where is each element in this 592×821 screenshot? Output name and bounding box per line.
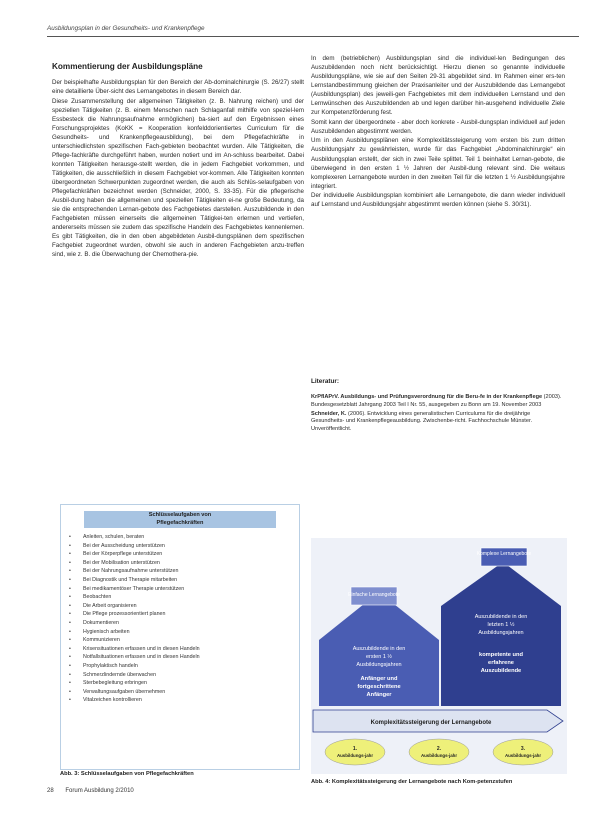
- key-task-item: • Sterbebegleitung erbringen: [69, 679, 299, 688]
- key-task-item: • Dokumentieren: [69, 619, 299, 628]
- table-title-line-2: Pflegefachkräften: [156, 519, 204, 526]
- left-paragraph-1: Der beispielhafte Ausbildungsplan für den Bereich der Ab-dominalchirurgie (S. 26/27) stellt eine detaillierte Über-sicht des Lernangebotes in diesem Bereich dar.: [52, 79, 304, 96]
- literature-entry-lead: Schneider, K.: [311, 410, 347, 417]
- key-task-item: • Krisensituationen erfassen und in diesen Handeln: [69, 645, 299, 654]
- left-block-line-1: Auszubildende in den: [352, 646, 406, 652]
- right-block-bold-3: Auszubildende: [480, 668, 522, 674]
- key-task-item: • Anleiten, schulen, beraten: [69, 533, 299, 542]
- key-tasks-table: [60, 504, 300, 770]
- year-3-label: 3.: [520, 746, 526, 752]
- literature-entry: [311, 411, 565, 434]
- key-task-item: • Vitalzeichen kontrollieren: [69, 696, 299, 705]
- literature-entry: [311, 394, 565, 410]
- year-2-sub: Ausbildungs-jahr: [420, 753, 458, 758]
- left-block-bold-3: Anfänger: [366, 692, 392, 698]
- left-block-line-2: ersten 1 ½: [366, 654, 392, 660]
- key-task-item: • Notfallsituationen erfassen und in diesen Handeln: [69, 653, 299, 662]
- left-block-bold-2: fortgeschrittene: [357, 684, 401, 690]
- key-task-item: • Die Arbeit organisieren: [69, 602, 299, 611]
- journal-name: Forum Ausbildung 2/2010: [65, 788, 134, 794]
- right-block-line-3: Ausbildungsjahren: [478, 630, 524, 636]
- key-task-item: • Beobachten: [69, 593, 299, 602]
- year-3-oval: [493, 739, 553, 765]
- year-3-sub: Ausbildungs-jahr: [504, 753, 542, 758]
- running-title: Ausbildungsplan in der Gesundheits- und Krankenpflege: [47, 25, 205, 32]
- page-number: 28: [47, 788, 54, 794]
- key-task-item: • Bei Diagnostik und Therapie mitarbeiten: [69, 576, 299, 585]
- right-column: [311, 54, 565, 210]
- key-task-item: • Hygienisch arbeiten: [69, 628, 299, 637]
- right-paragraph-3: Um in den Ausbildungsplänen eine Komplexitätssteigerung vom ersten bis zum dritten Ausbildungsjahr zu gewährleisten, wurde für das Fachgebiet „Abdominalchirurgie“ ein Ausbildungsplan erstellt, der sich in zwei Teile splittet. Teil 1 beinhaltet Lernan-gebote, die überwiegend in den ersten 1 ½ Jahren der Ausbil-dung relevant sind. Die weitaus komplexeren Lernangebote wurden in den zweiten Teil für die letzten 1 ½ Ausbildungsjahre integriert.: [311, 137, 565, 190]
- simple-label-line: Einfache Lernangebote: [348, 592, 400, 598]
- key-task-item: • Bei der Mobilisation unterstützen: [69, 559, 299, 568]
- left-block-line-3: Ausbildungsjahren: [356, 662, 402, 668]
- figure-3-caption: Abb. 3: Schlüsselaufgaben von Pflegefachkräften: [60, 771, 194, 777]
- key-tasks-list: [69, 533, 299, 705]
- year-2-label: 2.: [436, 746, 442, 752]
- article-heading: Kommentierung der Ausbildungspläne: [52, 62, 203, 71]
- key-task-item: • Bei der Ausscheidung unterstützen: [69, 542, 299, 551]
- right-paragraph-1: In dem (betrieblichen) Ausbildungsplan sind die individuel-len Bedingungen des Auszubildenden noch nicht berücksichtigt. Hierzu dienen so genannte individuelle Ausbildungspläne, wie sie auf den Seiten 29-31 abgebildet sind. Im Rahmen einer ers-ten Lernstandbestimmung gleichen der Praxisanleiter und der Auszubildende das Lernangebot (Ausbildungsplan) des jeweili-gen Fachgebietes mit dem individuellen Lernstand und den Lernwünschen des Auszubildenden ab und legen darüber hin-ausgehend individuelle Ziele zur Kompetenzförderung fest.: [311, 55, 565, 117]
- year-1-sub: Ausbildungs-jahr: [336, 753, 374, 758]
- literature-entry-rest: (2006). Entwicklung eines generalistischen Curriculums für die dreijährige Gesundheits- und Krankenpflegeausbildung. Zwischenbe-richt. Fachhochschule Münster. Unveröffentlicht.: [311, 410, 533, 433]
- key-task-item: • Prophylaktisch handeln: [69, 662, 299, 671]
- right-block-bold-1: kompetente und: [479, 652, 523, 658]
- key-tasks-table-header: [84, 511, 276, 528]
- literature-entry-rest: (2003). Bundesgesetzblatt Jahrgang 2003 Teil I Nr. 55, ausgegeben zu Bonn am 19. November 2003: [311, 394, 562, 408]
- key-task-item: • Bei der Nahrungsaufnahme unterstützen: [69, 567, 299, 576]
- key-task-item: • Schmerzlindernde überwachen: [69, 671, 299, 680]
- page-footer: [47, 788, 134, 794]
- right-paragraph-4: Der individuelle Ausbildungsplan kombiniert alle Lernangebote, die dann wieder individuell auf Lernstand und Ausbildungsjahr abgestimmt werden können (siehe S. 30/31).: [311, 192, 565, 209]
- year-1-label: 1.: [352, 746, 358, 752]
- right-paragraph-2: Somit kann der übergeordnete - aber doch konkrete - Ausbil-dungsplan individuell auf jeden Auszubildenden abgestimmt werden.: [311, 118, 565, 135]
- complexity-diagram: [311, 527, 567, 799]
- left-paragraph-2: Diese Zusammenstellung der allgemeinen Tätigkeiten (z. B. Nahrung reichen) und der speziellen Tätigkeiten (z. B. einem Menschen nach Schlaganfall mithilfe von speziel-lem Essbesteck die Nahrungsaufnahme ermöglichen) ba-siert auf den Ergebnissen eines Forschungsprojektes (KoKK = Kooperation konfelddorientiertes Curriculum für die Gesundheits- und Krankenpflegeausbildung), bei dem Pflegefachkräfte in unterschiedlichsten spezifischen Fach-gebieten beobachtet wurden. Alle Tätigkeiten, die Pflege-fachkräfte durchgeführt haben, wurden notiert und im An-schluss bearbeitet. Dabei konnten Tätigkeiten herausge-stellt werden, die in jedem Fachgebiet vorkommen, und Tätigkeiten, die ausschließlich in diesem Fachgebiet vor-kommen. Alle Tätigkeiten konnten übergeordneten Schwerpunkten zugeordnet werden, die auch als Schlüs-selaufgaben von Pflegefachkräften bezeichnet werden (Schneider, 2000, S. 33-35). Für die pflegerische Ausbil-dung haben die allgemeinen und speziellen Tätigkeiten ei-ne große Bedeutung, da sie die entsprechenden Lernan-gebote des Fachgebietes darstellen. Auszubildende in den Fachgebieten müssen einerseits die allgemeinen Tätigkei-ten erlernen und vertiefen, andererseits müssen sie zudem das spezifische Handeln des Fachgebietes kennenlernen. Es gibt Tätigkeiten, die in den oben abgebildeten Ausbil-dungsplänen dem spezifischen Fachgebiet zugeordnet wurden, obwohl sie auch in anderen Fachgebieten anzu-treffen sind, wie z. B. die Überwachung der Chemothera-pie.: [52, 97, 304, 259]
- figure-4-caption: Abb. 4: Komplexitätssteigerung der Lernangebote nach Kom-petenzstufen: [311, 779, 513, 785]
- literature-entry-lead: KrPflAPrV. Ausbildungs- und Prüfungsverordnung für die Beru-fe in der Krankenpflege: [311, 394, 543, 400]
- right-block-line-2: letzten 1 ½: [487, 622, 515, 628]
- table-title-line-1: Schlüsselaufgaben von: [148, 512, 212, 518]
- literature-list: [311, 394, 565, 435]
- key-task-item: • Verwaltungsaufgaben übernehmen: [69, 688, 299, 697]
- key-task-item: • Kommunizieren: [69, 636, 299, 645]
- year-2-oval: [409, 739, 469, 765]
- left-block-bold-1: Anfänger und: [360, 676, 398, 682]
- arrow-label: Komplexitätssteigerung der Lernangebote: [370, 720, 492, 726]
- right-block-line-1: Auszubildende in den: [474, 614, 528, 620]
- year-1-oval: [325, 739, 385, 765]
- complex-label-line-1: Komplexe Lernangebote: [476, 551, 532, 557]
- key-task-item: • Bei medikamentöser Therapie unterstützen: [69, 585, 299, 594]
- key-task-item: • Die Pflege prozessorientiert planen: [69, 610, 299, 619]
- right-block-bold-2: erfahrene: [488, 660, 514, 666]
- left-column: [52, 78, 304, 260]
- literature-heading: Literatur:: [311, 378, 340, 385]
- key-task-item: • Bei der Körperpflege unterstützen: [69, 550, 299, 559]
